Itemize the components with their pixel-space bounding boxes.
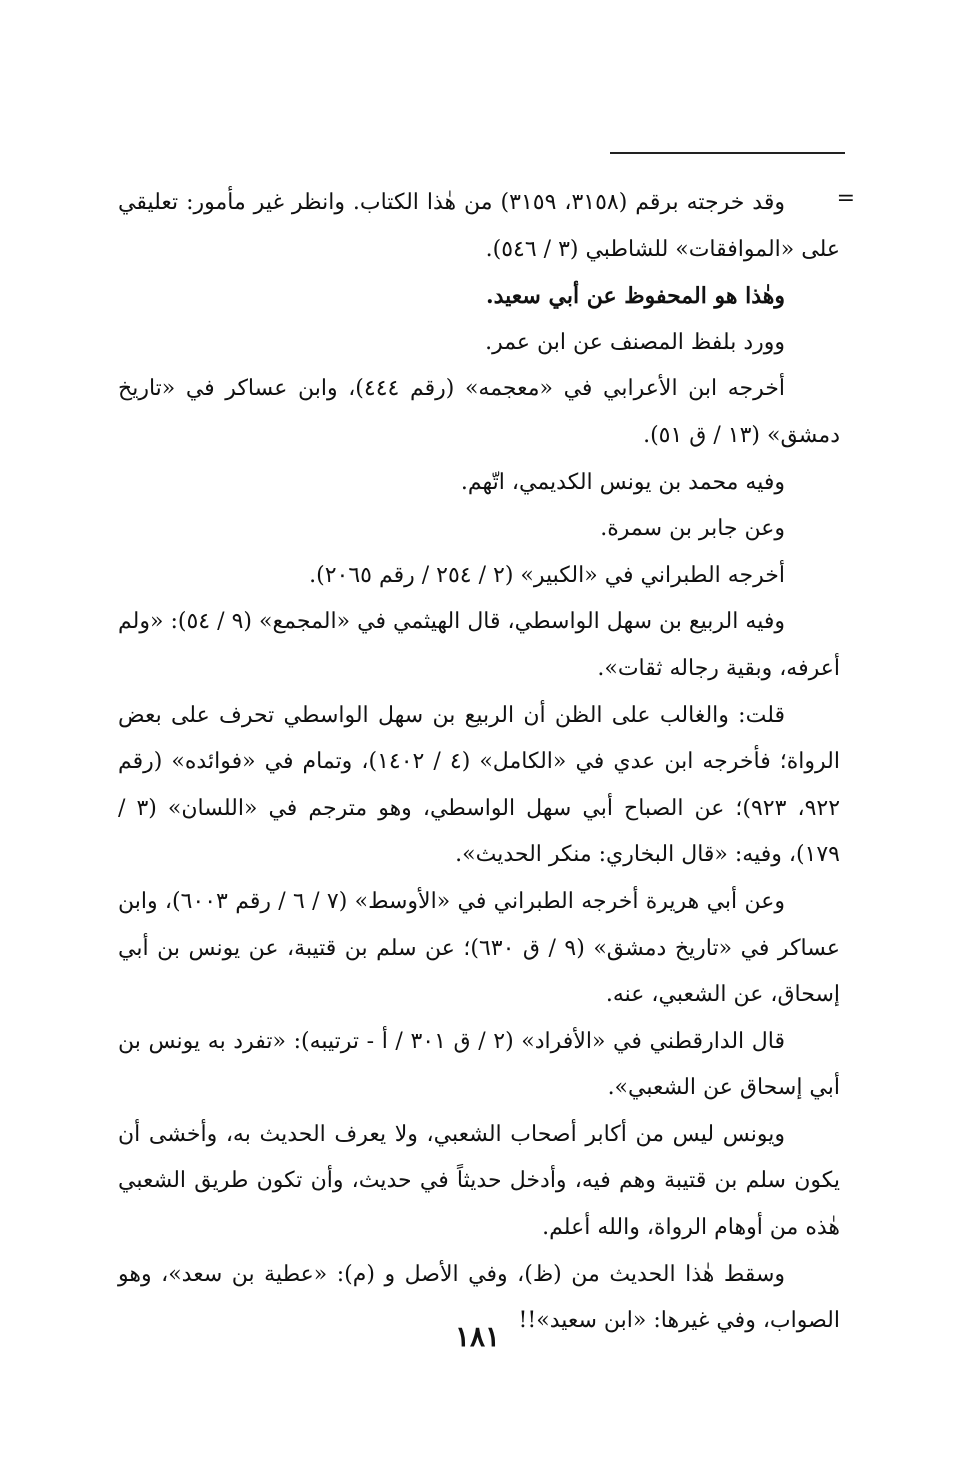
- footnote-paragraph: قال الدارقطني في «الأفراد» (٢ / ق ٣٠١ / أ - ترتيبه): «تفرد به يونس بن أبي إسحاق عن الشعبي».: [118, 1028, 840, 1101]
- footnote-paragraph: أخرجه الطبراني في «الكبير» (٢ / ٢٥٤ / رقم ٢٠٦٥).: [309, 562, 785, 588]
- page-number: ١٨١: [454, 1320, 501, 1353]
- footnote-paragraph: وفيه الربيع بن سهل الواسطي، قال الهيثمي في «المجمع» (٩ / ٥٤): «ولم أعرفه، وبقية رجاله ثقات».: [118, 609, 840, 681]
- footnote-paragraph: وسقط هٰذا الحديث من (ظ)، وفي الأصل و (م): «عطية بن سعد»، وهو الصواب، وفي غيرها: «ابن سعيد»!!: [118, 1261, 840, 1334]
- footnote-paragraph: وعن أبي هريرة أخرجه الطبراني في «الأوسط» (٧ / ٦ / رقم ٦٠٠٣)، وابن عساكر في «تاريخ دمشق» (٩ / ق ٦٣٠)؛ عن سلم بن قتيبة، عن يونس بن أبي إسحاق، عن الشعبي، عنه.: [118, 888, 840, 1008]
- footnote-paragraph: أخرجه ابن الأعرابي في «معجمه» (رقم ٤٤٤)، وابن عساكر في «تاريخ دمشق» (١٣ / ق ٥١).: [118, 376, 840, 448]
- footnote-separator: [610, 152, 845, 154]
- footnote-paragraph: وهٰذا هو المحفوظ عن أبي سعيد.: [485, 283, 785, 310]
- footnote-paragraph: وفيه محمد بن يونس الكديمي، اتّهم.: [460, 469, 785, 495]
- footnote-paragraph: وورد بلفظ المصنف عن ابن عمر.: [485, 329, 785, 355]
- footnote-paragraph: وعن جابر بن سمرة.: [600, 516, 785, 542]
- footnote-continuation-mark: =: [836, 186, 855, 211]
- footnote-paragraph: وقد خرجته برقم (٣١٥٨، ٣١٥٩) من هٰذا الكتاب. وانظر غير مأمور: تعليقي على «الموافقات» للشاطبي (٣ / ٥٤٦).: [118, 190, 840, 262]
- footnote-paragraph: ويونس ليس من أكابر أصحاب الشعبي، ولا يعرف الحديث به، وأخشى أن يكون سلم بن قتيبة وهم فيه، وأدخل حديثاً في حديث، وأن تكون طريق الشعبي هٰذه من أوهام الرواة، والله أعلم.: [118, 1121, 840, 1241]
- footnote-text: [118, 180, 840, 1345]
- footnote-paragraph: قلت: والغالب على الظن أن الربيع بن سهل الواسطي تحرف على بعض الرواة؛ فأخرجه ابن عدي في «الكامل» (٤ / ١٤٠٢)، وتمام في «فوائده» (رقم ٩٢٢، ٩٢٣)؛ عن الصباح أبي سهل الواسطي، وهو مترجم في «اللسان» (٣ / ١٧٩)، وفيه: «قال البخاري: منكر الحديث».: [118, 702, 841, 868]
